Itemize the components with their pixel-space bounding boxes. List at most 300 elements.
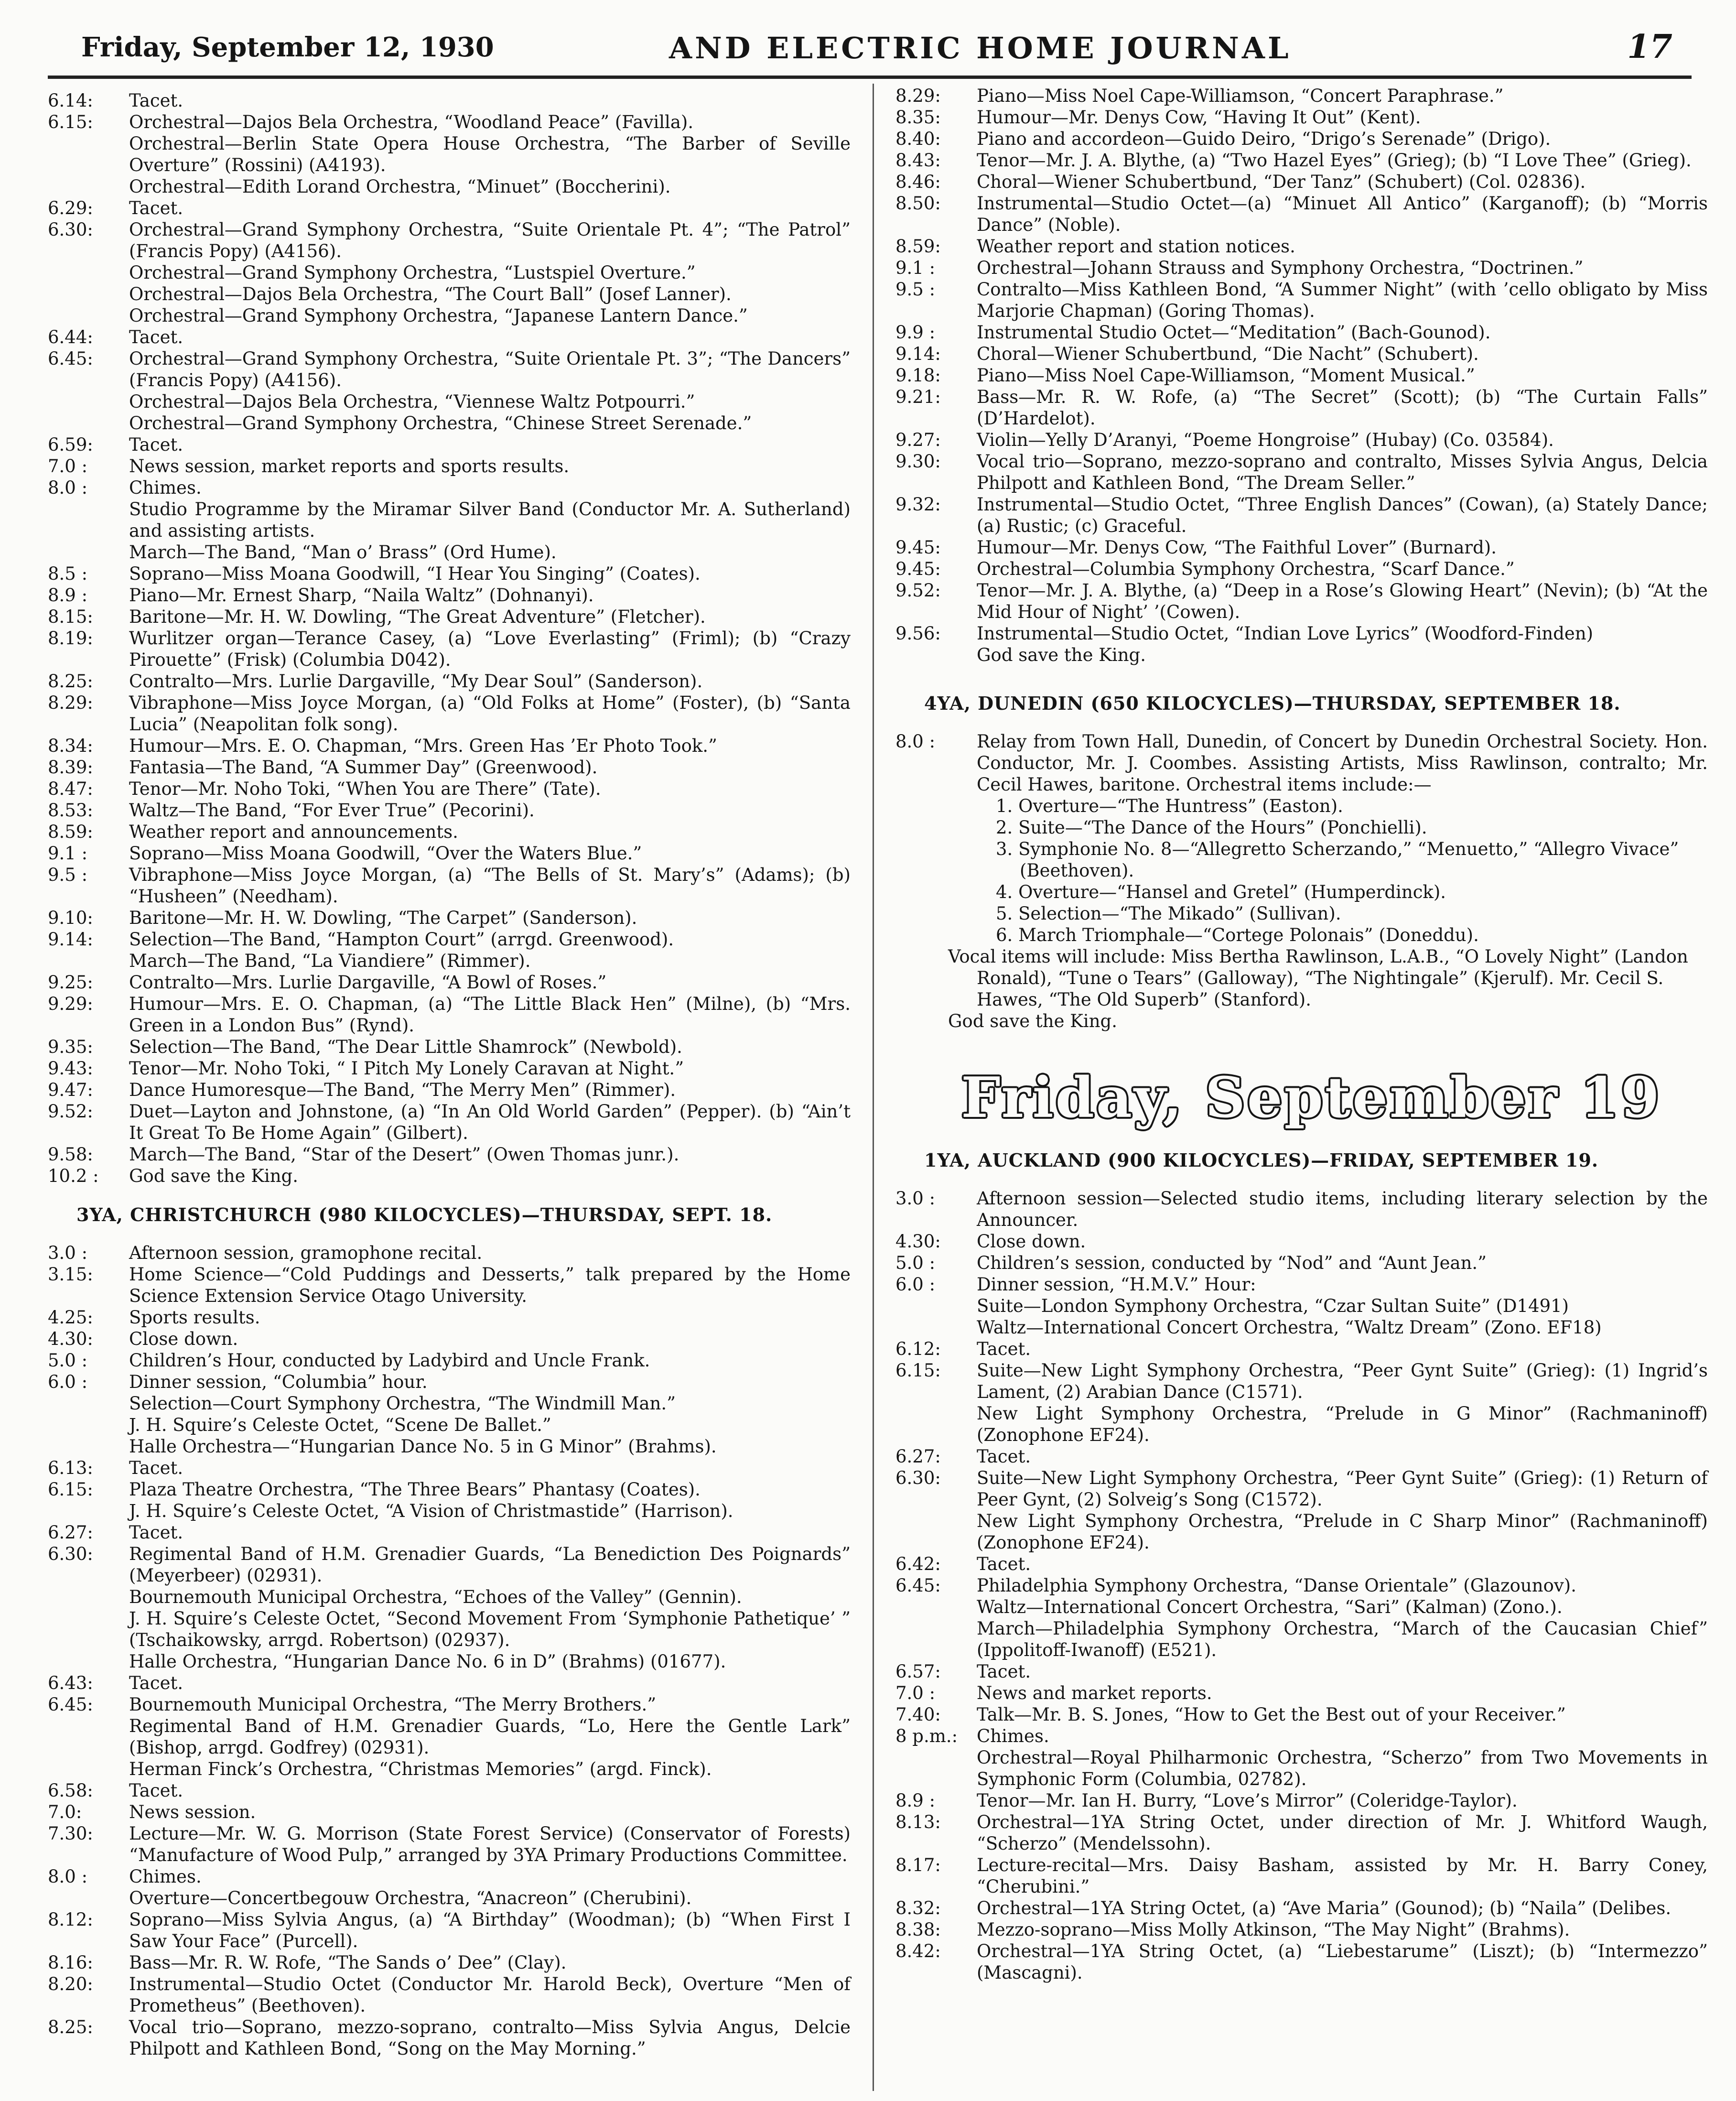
entry-line: Contralto—Miss Kathleen Bond, “A Summer Night” (with ’cello obligato by Miss Marjorie Chapman) (Goring Thomas).: [977, 279, 1708, 321]
program-entry: [895, 1553, 1708, 1575]
orchestral-item: 5. Selection—“The Mikado” (Sullivan).: [996, 903, 1341, 924]
entry-time: 6.45:: [895, 1575, 941, 1596]
program-entry: [48, 455, 851, 477]
entry-time: 5.0 :: [48, 1350, 88, 1371]
entry-time: 8.29:: [48, 693, 93, 713]
entry-time: 6.45:: [48, 348, 93, 369]
entry-time: 9.5 :: [48, 865, 88, 885]
entry-line: Chimes.: [129, 1866, 202, 1887]
program-entry: [48, 929, 851, 972]
entry-time: 6.13:: [48, 1458, 93, 1478]
orchestral-item: 2. Suite—“The Dance of the Hours” (Ponchielli).: [996, 817, 1427, 838]
entry-line: Dinner session, “H.M.V.” Hour:: [977, 1274, 1256, 1295]
entry-time: 9.45:: [895, 559, 941, 579]
entry-time: 8.40:: [895, 129, 941, 149]
program-list-3ya-cont: [895, 85, 1708, 666]
entry-line: March—The Band, “Man o’ Brass” (Ord Hume).: [129, 542, 557, 563]
program-entry: [48, 1973, 851, 2016]
program-entry: [48, 1058, 851, 1079]
program-entry: [895, 386, 1708, 429]
entry-line: Dance Humoresque—The Band, “The Merry Men” (Rimmer).: [129, 1080, 676, 1100]
page-header: [48, 28, 1692, 79]
entry-time: 8.29:: [895, 86, 941, 106]
program-entry: [895, 85, 1708, 107]
program-entry: [895, 236, 1708, 257]
entry-time: 6.12:: [895, 1339, 941, 1359]
right-column: [895, 85, 1708, 1983]
entry-time: 8.42:: [895, 1941, 941, 1961]
entry-line: New Light Symphony Orchestra, “Prelude in G Minor” (Rachmaninoff) (Zonophone EF24).: [977, 1403, 1708, 1445]
program-entry: [48, 1165, 851, 1187]
entry-time: 8.13:: [895, 1812, 941, 1832]
entry-line: Choral—Wiener Schubertbund, “Die Nacht” (Schubert).: [977, 344, 1479, 364]
entry-line: Home Science—“Cold Puddings and Desserts,” talk prepared by the Home Science Extension Service Otago University.: [129, 1264, 851, 1306]
program-entry: [48, 757, 851, 778]
entry-time: 9.1 :: [48, 843, 88, 864]
entry-time: 9.5 :: [895, 279, 936, 300]
entry-time: 6.27:: [48, 1522, 93, 1543]
entry-time: 7.40:: [895, 1704, 941, 1725]
entry-line: Close down.: [129, 1329, 238, 1349]
entry-line: Tacet.: [129, 90, 183, 111]
entry-line: Piano—Miss Noel Cape-Williamson, “Concert Paraphrase.”: [977, 86, 1504, 106]
entry-line: Children’s session, conducted by “Nod” and “Aunt Jean.”: [977, 1253, 1487, 1273]
entry-time: 8.19:: [48, 628, 93, 649]
entry-line: Instrumental Studio Octet—“Meditation” (Bach-Gounod).: [977, 322, 1491, 343]
program-entry: [895, 623, 1708, 666]
entry-time: 8.59:: [895, 236, 941, 257]
entry-line: Humour—Mrs. E. O. Chapman, (a) “The Little Black Hen” (Milne), (b) “Mrs. Green in a London Bus” (Rynd).: [129, 994, 851, 1036]
program-entry: [895, 558, 1708, 580]
entry-time: 8.16:: [48, 1952, 93, 1973]
program-entry: [895, 128, 1708, 150]
entry-time: 3.0 :: [895, 1188, 936, 1209]
entry-time: 9.43:: [48, 1058, 93, 1079]
entry-time: 4.25:: [48, 1307, 93, 1328]
entry-line: Orchestral—Dajos Bela Orchestra, “Woodland Peace” (Favilla).: [129, 112, 694, 132]
entry-time: 8.25:: [48, 671, 93, 692]
orchestral-item: 1. Overture—“The Huntress” (Easton).: [996, 796, 1343, 816]
entry-line: Suite—New Light Symphony Orchestra, “Peer Gynt Suite” (Grieg): (1) Return of Peer Gynt, (2) Solveig’s Song (C1572).: [977, 1468, 1708, 1510]
entry-line: Instrumental—Studio Octet, “Indian Love Lyrics” (Woodford-Finden): [977, 623, 1594, 644]
program-entry: [895, 1854, 1708, 1897]
entry-line: Afternoon session—Selected studio items, including literary selection by the Announcer.: [977, 1188, 1708, 1230]
entry-time: 6.15:: [895, 1360, 941, 1381]
entry-time: 8.15:: [48, 606, 93, 627]
program-entry: [895, 1940, 1708, 1983]
program-entry: [895, 193, 1708, 236]
entry-line: Children’s Hour, conducted by Ladybird and Uncle Frank.: [129, 1350, 650, 1371]
program-entry: [48, 1242, 851, 1264]
orchestral-item: 3. Symphonie No. 8—“Allegretto Scherzando,” “Menuetto,” “Allegro Vivace” (Beethoven).: [996, 839, 1679, 881]
program-entry: [48, 219, 851, 326]
program-entry: [48, 1672, 851, 1694]
program-entry: [48, 1780, 851, 1801]
program-list-1ya: [895, 1188, 1708, 1983]
entry-line: Lecture—Mr. W. G. Morrison (State Forest Service) (Conservator of Forests) “Manufacture of Wood Pulp,” arranged by 3YA Primary Productions Committee.: [129, 1823, 851, 1865]
program-entry: [895, 257, 1708, 279]
entry-time: 9.47:: [48, 1080, 93, 1100]
program-entry: [48, 1522, 851, 1543]
entry-line: Humour—Mr. Denys Cow, “Having It Out” (Kent).: [977, 107, 1421, 128]
program-entry: [48, 972, 851, 993]
program-entry: [895, 1661, 1708, 1682]
entry-line: Orchestral—Grand Symphony Orchestra, “Suite Orientale Pt. 4”; “The Patrol” (Francis Popy) (A4156).: [129, 219, 851, 261]
program-entry: [48, 477, 851, 563]
program-entry: [48, 1823, 851, 1866]
entry-line: Orchestral—Dajos Bela Orchestra, “The Court Ball” (Josef Lanner).: [129, 284, 732, 304]
entry-line: Orchestral—Berlin State Opera House Orchestra, “The Barber of Seville Overture” (Rossini) (A4193).: [129, 133, 851, 175]
entry-line: Bournemouth Municipal Orchestra, “The Merry Brothers.”: [129, 1694, 657, 1715]
entry-line: Selection—Court Symphony Orchestra, “The Windmill Man.”: [129, 1393, 676, 1414]
entry-line: Vibraphone—Miss Joyce Morgan, (a) “The Bells of St. Mary’s” (Adams); (b) “Husheen” (Needham).: [129, 865, 851, 907]
program-entry-4ya: [895, 731, 1708, 795]
program-entry: [895, 1252, 1708, 1274]
entry-time: 8.5 :: [48, 563, 88, 584]
entry-time: 6.59:: [48, 434, 93, 455]
entry-time: 9.9 :: [895, 322, 936, 343]
entry-time: 7.0:: [48, 1802, 82, 1822]
program-entry: [895, 279, 1708, 322]
program-entry: [48, 907, 851, 929]
entry-line: Tacet.: [977, 1339, 1031, 1359]
program-entry: [895, 1897, 1708, 1919]
entry-time: 5.0 :: [895, 1253, 936, 1273]
program-entry: [48, 1307, 851, 1328]
entry-line: Humour—Mr. Denys Cow, “The Faithful Lover” (Burnard).: [977, 537, 1497, 558]
entry-time: 6.45:: [48, 1694, 93, 1715]
left-column: [48, 90, 851, 2059]
entry-line: Weather report and station notices.: [977, 236, 1295, 257]
program-entry: [895, 322, 1708, 343]
program-entry: [48, 1264, 851, 1307]
entry-time: 8.46:: [895, 172, 941, 192]
entry-time: 8.0 :: [895, 731, 936, 752]
program-entry: [48, 1952, 851, 1973]
entry-time: 6.27:: [895, 1446, 941, 1467]
entry-line: Tacet.: [129, 1673, 183, 1693]
program-entry: [895, 1188, 1708, 1231]
program-entry: [895, 1790, 1708, 1811]
header-date: Friday, September 12, 1930: [81, 32, 494, 63]
program-entry: [895, 1575, 1708, 1661]
program-entry: [895, 107, 1708, 128]
entry-line: Talk—Mr. B. S. Jones, “How to Get the Best out of your Receiver.”: [977, 1704, 1566, 1725]
entry-time: 9.27:: [895, 430, 941, 450]
program-entry: [48, 434, 851, 455]
entry-time: 7.30:: [48, 1823, 93, 1844]
entry-time: 8.43:: [895, 150, 941, 171]
entry-line: Orchestral—Grand Symphony Orchestra, “Chinese Street Serenade.”: [129, 413, 752, 433]
entry-time: 9.21:: [895, 387, 941, 407]
entry-line: Duet—Layton and Johnstone, (a) “In An Old World Garden” (Pepper). (b) “Ain’t It Great To Be Home Again” (Gilbert).: [129, 1101, 851, 1143]
entry-time: 6.30:: [48, 219, 93, 240]
entry-line: Orchestral—1YA String Octet, (a) “Liebestarume” (Liszt); (b) “Intermezzo” (Mascagni).: [977, 1941, 1708, 1983]
entry-time: 4.30:: [895, 1231, 941, 1252]
page-number: 17: [1627, 28, 1672, 66]
entry-line: Bass—Mr. R. W. Rofe, (a) “The Secret” (Scott); (b) “The Curtain Falls” (D’Hardelot).: [977, 387, 1708, 429]
entry-time: 8 p.m.:: [895, 1726, 958, 1746]
entry-time: 9.10:: [48, 908, 93, 928]
header-title: AND ELECTRIC HOME JOURNAL: [669, 31, 1292, 65]
entry-line: Tacet.: [129, 1522, 183, 1543]
program-entry: [895, 1682, 1708, 1704]
section-heading-4ya: 4YA, DUNEDIN (650 KILOCYCLES)—THURSDAY, SEPTEMBER 18.: [924, 693, 1621, 714]
program-entry: [48, 585, 851, 606]
program-list-2ya: [48, 90, 851, 1187]
entry-line: News and market reports.: [977, 1683, 1212, 1703]
program-entry: [48, 1694, 851, 1780]
entry-line: Weather report and announcements.: [129, 822, 458, 842]
entry-line: Suite—London Symphony Orchestra, “Czar Sultan Suite” (D1491): [977, 1296, 1569, 1316]
entry-time: 6.30:: [895, 1468, 941, 1488]
entry-line: Vocal trio—Soprano, mezzo-soprano and contralto, Misses Sylvia Angus, Delcia Philpott and Kathleen Bond, “The Dream Seller.”: [977, 451, 1708, 493]
entry-time: 9.29:: [48, 994, 93, 1014]
program-entry: [48, 778, 851, 800]
entry-time: 8.9 :: [48, 585, 88, 606]
program-entry: [895, 1919, 1708, 1940]
program-entry: [48, 628, 851, 671]
entry-line: Tacet.: [977, 1661, 1031, 1682]
program-entry: [895, 150, 1708, 171]
entry-line: News session.: [129, 1802, 256, 1822]
entry-line: Humour—Mrs. E. O. Chapman, “Mrs. Green Has ’Er Photo Took.”: [129, 736, 717, 756]
entry-line: Piano and accordeon—Guido Deiro, “Drigo’s Serenade” (Drigo).: [977, 129, 1551, 149]
program-entry: [895, 1446, 1708, 1467]
program-entry: [48, 1371, 851, 1457]
closing-text: God save the King.: [948, 1011, 1117, 1031]
entry-line: Regimental Band of H.M. Grenadier Guards, “La Benediction Des Poignards” (Meyerbeer) (02931).: [129, 1544, 851, 1586]
entry-line: Piano—Miss Noel Cape-Williamson, “Moment Musical.”: [977, 365, 1475, 386]
entry-time: 9.14:: [895, 344, 941, 364]
entry-line: Tenor—Mr. Ian H. Burry, “Love’s Mirror” (Coleridge-Taylor).: [977, 1790, 1518, 1811]
program-list-3ya: [48, 1242, 851, 2059]
entry-time: 6.42:: [895, 1554, 941, 1574]
entry-time: 4.30:: [48, 1329, 93, 1349]
entry-line: Baritone—Mr. H. W. Dowling, “The Carpet” (Sanderson).: [129, 908, 637, 928]
entry-time: 9.56:: [895, 623, 941, 644]
entry-line: Vibraphone—Miss Joyce Morgan, (a) “Old Folks at Home” (Foster), (b) “Santa Lucia” (Neapolitan folk song).: [129, 693, 851, 735]
entry-time: 6.0 :: [895, 1274, 936, 1295]
entry-line: Tacet.: [129, 1780, 183, 1801]
program-entry: [48, 1328, 851, 1350]
entry-time: 8.0 :: [48, 477, 88, 498]
entry-intro: Relay from Town Hall, Dunedin, of Concert by Dunedin Orchestral Society. Hon. Conductor, Mr. J. Coombes. Assisting Artists, Miss Rawlinson, contralto; Mr. Cecil Hawes, baritone. Orchestral items include:—: [977, 731, 1708, 795]
entry-time: 8.25:: [48, 2017, 93, 2037]
entry-line: Close down.: [977, 1231, 1086, 1252]
entry-line: Halle Orchestra—“Hungarian Dance No. 5 in G Minor” (Brahms).: [129, 1436, 717, 1457]
entry-time: 6.15:: [48, 1479, 93, 1500]
program-entry: [895, 451, 1708, 494]
program-entry: [895, 1725, 1708, 1790]
program-entry: [48, 692, 851, 735]
entry-time: 9.52:: [895, 580, 941, 601]
entry-time: 9.32:: [895, 494, 941, 515]
entry-time: 6.57:: [895, 1661, 941, 1682]
entry-time: 6.43:: [48, 1673, 93, 1693]
entry-line: God save the King.: [129, 1166, 298, 1186]
entry-line: Tacet.: [129, 327, 183, 347]
entry-line: Choral—Wiener Schubertbund, “Der Tanz” (Schubert) (Col. 02836).: [977, 172, 1586, 192]
entry-line: Instrumental—Studio Octet, “Three English Dances” (Cowan), (a) Stately Dance; (a) Rustic; (c) Graceful.: [977, 494, 1708, 536]
entry-time: 6.44:: [48, 327, 93, 347]
program-entry: [48, 671, 851, 692]
program-entry: [48, 864, 851, 907]
entry-line: March—The Band, “Star of the Desert” (Owen Thomas junr.).: [129, 1144, 679, 1165]
entry-time: 8.20:: [48, 1974, 93, 1994]
entry-line: Halle Orchestra, “Hungarian Dance No. 6 in D” (Brahms) (01677).: [129, 1651, 726, 1672]
entry-line: Orchestral—1YA String Octet, under direction of Mr. J. Whitford Waugh, “Scherzo” (Mendelssohn).: [977, 1812, 1708, 1854]
program-entry: [48, 993, 851, 1036]
program-entry: [895, 1338, 1708, 1360]
program-entry: [48, 326, 851, 348]
entry-time: 7.0 :: [48, 456, 88, 477]
section-heading-1ya: 1YA, AUCKLAND (900 KILOCYCLES)—FRIDAY, SEPTEMBER 19.: [924, 1149, 1599, 1171]
entry-line: Waltz—International Concert Orchestra, “Sari” (Kalman) (Zono.).: [977, 1597, 1563, 1617]
entry-line: Instrumental—Studio Octet—(a) “Minuet All Antico” (Karganoff); (b) “Morris Dance” (Noble).: [977, 193, 1708, 235]
entry-line: Selection—The Band, “The Dear Little Shamrock” (Newbold).: [129, 1037, 682, 1057]
orchestral-item: 6. March Triomphale—“Cortege Polonais” (Doneddu).: [996, 925, 1479, 945]
program-entry: [48, 90, 851, 111]
entry-line: Tacet.: [129, 434, 183, 455]
entry-line: Philadelphia Symphony Orchestra, “Danse Orientale” (Glazounov).: [977, 1575, 1576, 1596]
entry-time: 6.29:: [48, 198, 93, 218]
entry-line: Tenor—Mr. J. A. Blythe, (a) “Two Hazel Eyes” (Grieg); (b) “I Love Thee” (Grieg).: [977, 150, 1692, 171]
entry-line: Tacet.: [129, 198, 183, 218]
entry-line: March—Philadelphia Symphony Orchestra, “March of the Caucasian Chief” (Ippolitoff-Iwanoff) (E521).: [977, 1618, 1708, 1660]
entry-time: 8.35:: [895, 107, 941, 128]
entry-line: Tenor—Mr. Noho Toki, “ I Pitch My Lonely Caravan at Night.”: [129, 1058, 684, 1079]
section-heading-3ya: 3YA, CHRISTCHURCH (980 KILOCYCLES)—THURSDAY, SEPT. 18.: [76, 1204, 773, 1225]
program-entry: [48, 1079, 851, 1101]
entry-time: 8.39:: [48, 757, 93, 778]
program-entry: [48, 1350, 851, 1371]
program-entry: [48, 1479, 851, 1522]
entry-time: 3.15:: [48, 1264, 93, 1285]
entry-line: Chimes.: [977, 1726, 1049, 1746]
program-entry: [895, 1467, 1708, 1553]
entry-line: Plaza Theatre Orchestra, “The Three Bears” Phantasy (Coates).: [129, 1479, 701, 1500]
entry-time: 6.58:: [48, 1780, 93, 1801]
entry-time: 8.9 :: [895, 1790, 936, 1811]
entry-time: 8.47:: [48, 779, 93, 799]
entry-line: Selection—The Band, “Hampton Court” (arrgd. Greenwood).: [129, 929, 674, 950]
program-entry: [48, 821, 851, 843]
entry-time: 7.0 :: [895, 1683, 936, 1703]
entry-line: Tacet.: [977, 1554, 1031, 1574]
entry-line: Herman Finck’s Orchestra, “Christmas Memories” (argd. Finck).: [129, 1759, 712, 1779]
program-entry: [895, 1704, 1708, 1725]
entry-time: 9.45:: [895, 537, 941, 558]
program-entry: [895, 1231, 1708, 1252]
entry-line: Baritone—Mr. H. W. Dowling, “The Great Adventure” (Fletcher).: [129, 606, 706, 627]
entry-line: News session, market reports and sports results.: [129, 456, 570, 477]
entry-line: Contralto—Mrs. Lurlie Dargaville, “My Dear Soul” (Sanderson).: [129, 671, 703, 692]
entry-line: Lecture-recital—Mrs. Daisy Basham, assisted by Mr. H. Barry Coney, “Cherubini.”: [977, 1855, 1708, 1897]
program-entry: [48, 735, 851, 757]
entry-line: Soprano—Miss Sylvia Angus, (a) “A Birthday” (Woodman); (b) “When First I Saw Your Face” (Purcell).: [129, 1909, 851, 1951]
entry-time: 8.38:: [895, 1919, 941, 1940]
entry-line: Tenor—Mr. Noho Toki, “When You are There” (Tate).: [129, 779, 601, 799]
entry-line: Bournemouth Municipal Orchestra, “Echoes of the Valley” (Gennin).: [129, 1587, 742, 1607]
entry-time: 9.30:: [895, 451, 941, 472]
entry-line: Orchestral—Grand Symphony Orchestra, “Suite Orientale Pt. 3”; “The Dancers” (Francis Popy) (A4156).: [129, 348, 851, 390]
entry-time: 8.34:: [48, 736, 93, 756]
entry-time: 3.0 :: [48, 1243, 88, 1263]
program-entry: [895, 1811, 1708, 1854]
entry-line: Contralto—Mrs. Lurlie Dargaville, “A Bowl of Roses.”: [129, 972, 607, 993]
entry-line: Wurlitzer organ—Terance Casey, (a) “Love Everlasting” (Friml); (b) “Crazy Pirouette” (Frisk) (Columbia D042).: [129, 628, 851, 670]
entry-line: Waltz—The Band, “For Ever True” (Pecorini).: [129, 800, 535, 821]
program-entry: [895, 429, 1708, 451]
program-entry: [48, 606, 851, 628]
column-divider: [873, 84, 874, 2091]
entry-line: Orchestral—1YA String Octet, (a) “Ave Maria” (Gounod); (b) “Naila” (Delibes.: [977, 1898, 1671, 1918]
entry-time: 6.15:: [48, 112, 93, 132]
entry-line: Bass—Mr. R. W. Rofe, “The Sands o’ Dee” (Clay).: [129, 1952, 567, 1973]
entry-line: Studio Programme by the Miramar Silver Band (Conductor Mr. A. Sutherland) and assisting artists.: [129, 499, 851, 541]
entry-time: 8.12:: [48, 1909, 93, 1930]
entry-time: 8.50:: [895, 193, 941, 214]
program-entry: [895, 171, 1708, 193]
program-entry: [48, 1144, 851, 1165]
entry-line: Overture—Concertbegouw Orchestra, “Anacreon” (Cherubini).: [129, 1888, 692, 1908]
program-entry: [895, 1360, 1708, 1446]
program-entry: [48, 111, 851, 197]
program-entry: [48, 1101, 851, 1144]
entry-time: 9.52:: [48, 1101, 93, 1122]
program-entry: [895, 537, 1708, 558]
entry-time: 9.58:: [48, 1144, 93, 1165]
entry-line: March—The Band, “La Viandiere” (Rimmer).: [129, 951, 531, 971]
entry-line: Piano—Mr. Ernest Sharp, “Naila Waltz” (Dohnanyi).: [129, 585, 594, 606]
entry-line: Regimental Band of H.M. Grenadier Guards, “Lo, Here the Gentle Lark” (Bishop, arrgd. Godfrey) (02931).: [129, 1716, 851, 1758]
entry-line: Waltz—International Concert Orchestra, “Waltz Dream” (Zono. EF18): [977, 1317, 1602, 1338]
entry-line: New Light Symphony Orchestra, “Prelude in C Sharp Minor” (Rachmaninoff) (Zonophone EF24).: [977, 1511, 1708, 1553]
entry-line: Orchestral—Grand Symphony Orchestra, “Lustspiel Overture.”: [129, 262, 696, 283]
entry-time: 6.30:: [48, 1544, 93, 1564]
entry-line: Soprano—Miss Moana Goodwill, “I Hear You Singing” (Coates).: [129, 563, 701, 584]
entry-time: 9.18:: [895, 365, 941, 386]
entry-line: Dinner session, “Columbia” hour.: [129, 1372, 428, 1392]
entry-line: J. H. Squire’s Celeste Octet, “A Vision of Christmastide” (Harrison).: [129, 1501, 733, 1521]
entry-line: Chimes.: [129, 477, 202, 498]
program-entry: [48, 197, 851, 219]
entry-time: 8.17:: [895, 1855, 941, 1875]
entry-line: Orchestral—Johann Strauss and Symphony Orchestra, “Doctrinen.”: [977, 258, 1584, 278]
program-entry: [895, 1274, 1708, 1338]
entry-line: Afternoon session, gramophone recital.: [129, 1243, 483, 1263]
entry-line: Instrumental—Studio Octet (Conductor Mr. Harold Beck), Overture “Men of Prometheus” (Beethoven).: [129, 1974, 851, 2016]
program-entry: [48, 843, 851, 864]
program-entry: [48, 348, 851, 434]
entry-time: 8.59:: [48, 822, 93, 842]
entry-line: Fantasia—The Band, “A Summer Day” (Greenwood).: [129, 757, 598, 778]
program-entry: [48, 1036, 851, 1058]
entry-time: 9.14:: [48, 929, 93, 950]
program-entry: [48, 1543, 851, 1672]
entry-line: J. H. Squire’s Celeste Octet, “Scene De Ballet.”: [129, 1415, 551, 1435]
entry-line: Tacet.: [977, 1446, 1031, 1467]
orchestral-item: 4. Overture—“Hansel and Gretel” (Humperdinck).: [996, 882, 1446, 902]
program-entry: [48, 1801, 851, 1823]
entry-line: Violin—Yelly D’Aranyi, “Poeme Hongroise” (Hubay) (Co. 03584).: [977, 430, 1554, 450]
entry-line: Suite—New Light Symphony Orchestra, “Peer Gynt Suite” (Grieg): (1) Ingrid’s Lament, (2) Arabian Dance (C1571).: [977, 1360, 1708, 1402]
program-entry: [895, 494, 1708, 537]
entry-line: Tenor—Mr. J. A. Blythe, (a) “Deep in a Rose’s Glowing Heart” (Nevin); (b) “At the Mid Hour of Night’ ’(Cowen).: [977, 580, 1708, 622]
entry-line: Mezzo-soprano—Miss Molly Atkinson, “The May Night” (Brahms).: [977, 1919, 1570, 1940]
program-entry: [48, 800, 851, 821]
